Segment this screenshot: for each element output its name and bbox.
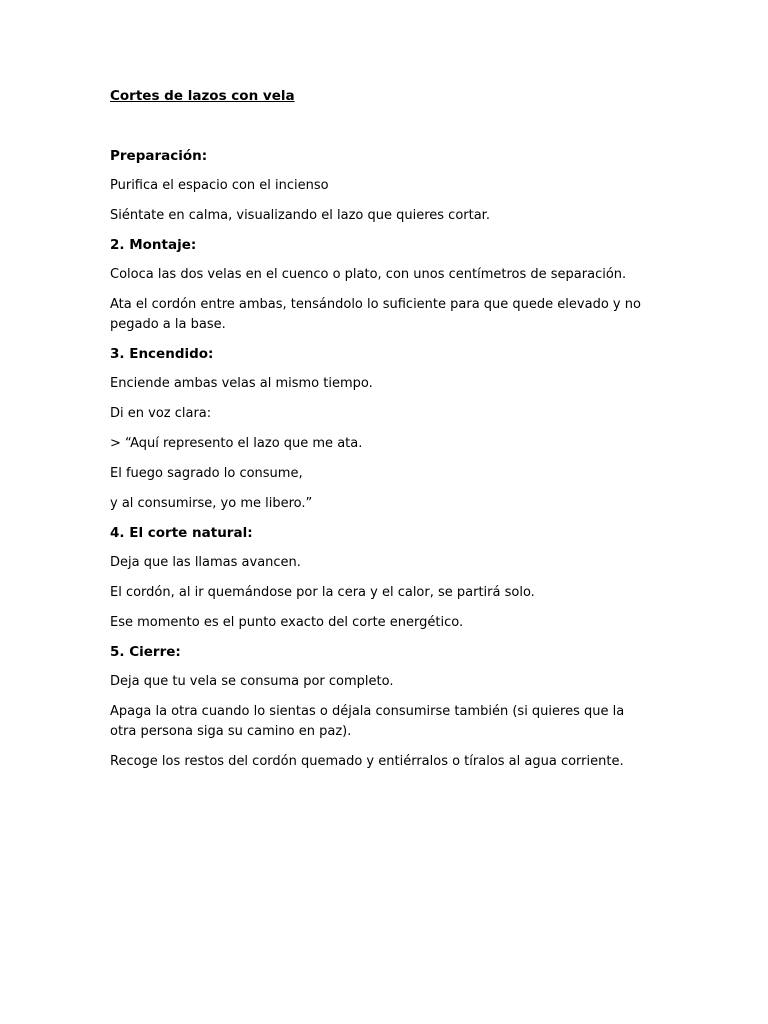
paragraph: Di en voz clara: <box>110 406 212 421</box>
paragraph: Coloca las dos velas en el cuenco o plato, con unos centímetros de separación. <box>110 267 627 282</box>
document-body <box>110 86 650 772</box>
section-cierre <box>110 642 650 772</box>
section-heading: Preparación: <box>110 148 208 164</box>
paragraph: Purifica el espacio con el incienso <box>110 178 329 193</box>
section-preparacion <box>110 146 650 235</box>
section-heading: 3. Encendido: <box>110 346 214 362</box>
section-corte-natural <box>110 523 650 642</box>
paragraph: Deja que las llamas avancen. <box>110 555 301 570</box>
paragraph: Deja que tu vela se consuma por completo. <box>110 674 394 689</box>
quote-line: y al consumirse, yo me libero.” <box>110 496 313 511</box>
paragraph: Ata el cordón entre ambas, tensándolo lo suficiente para que quede elevado y no pegado a la base. <box>110 297 641 332</box>
paragraph: Ese momento es el punto exacto del corte energético. <box>110 615 464 630</box>
section-encendido <box>110 344 650 523</box>
quote-line: El fuego sagrado lo consume, <box>110 466 303 481</box>
quote-line: > “Aquí represento el lazo que me ata. <box>110 436 363 451</box>
paragraph: Enciende ambas velas al mismo tiempo. <box>110 376 373 391</box>
paragraph: Apaga la otra cuando lo sientas o déjala consumirse también (si quieres que la otra persona siga su camino en paz). <box>110 704 625 739</box>
section-heading: 4. El corte natural: <box>110 525 253 541</box>
document-title: Cortes de lazos con vela <box>110 88 295 104</box>
paragraph: El cordón, al ir quemándose por la cera y el calor, se partirá solo. <box>110 585 535 600</box>
section-heading: 2. Montaje: <box>110 237 197 253</box>
paragraph: Recoge los restos del cordón quemado y entiérralos o tíralos al agua corriente. <box>110 754 624 769</box>
section-montaje <box>110 235 650 344</box>
paragraph: Siéntate en calma, visualizando el lazo que quieres cortar. <box>110 208 490 223</box>
section-heading: 5. Cierre: <box>110 644 181 660</box>
